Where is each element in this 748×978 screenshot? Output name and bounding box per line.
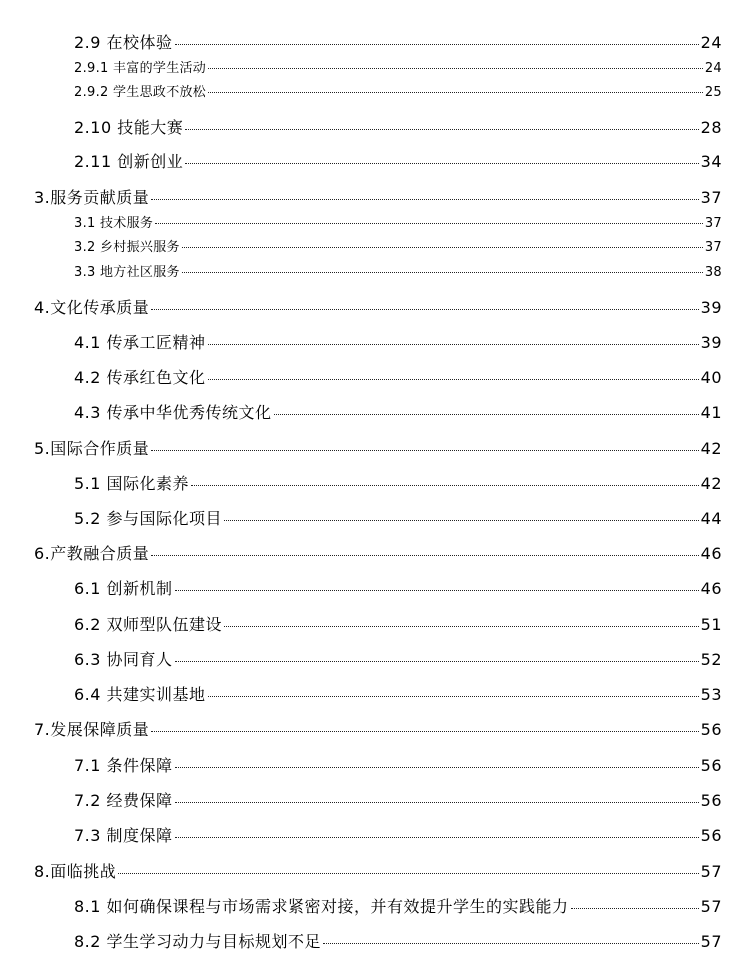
toc-entry[interactable]	[74, 753, 722, 776]
toc-entry[interactable]	[34, 541, 722, 564]
toc-entry[interactable]	[74, 365, 722, 388]
dot-leader	[208, 344, 699, 345]
toc-entry-title: 8.面临挑战	[34, 862, 117, 881]
toc-entry[interactable]	[74, 576, 722, 599]
toc-entry-title: 3.3 地方社区服务	[74, 265, 180, 280]
dot-leader	[151, 731, 698, 732]
toc-entry[interactable]	[74, 400, 722, 423]
toc-entry-page: 57	[700, 862, 722, 881]
toc-entry-title: 5.2 参与国际化项目	[74, 509, 223, 528]
toc-entry-page: 57	[700, 897, 722, 916]
toc-entry-page: 46	[700, 544, 722, 563]
toc-entry-page: 56	[700, 720, 722, 739]
toc-entry[interactable]	[74, 115, 722, 138]
toc-entry-page: 56	[700, 756, 722, 775]
dot-leader	[182, 247, 703, 248]
dot-leader	[151, 555, 698, 556]
toc-entry-title: 8.1 如何确保课程与市场需求紧密对接，并有效提升学生的实践能力	[74, 897, 569, 916]
toc-entry-title: 3.1 技术服务	[74, 216, 154, 231]
toc-entry-page: 39	[700, 298, 722, 317]
dot-leader	[175, 767, 699, 768]
toc-entry-title: 4.1 传承工匠精神	[74, 333, 206, 352]
dot-leader	[182, 272, 703, 273]
toc-entry[interactable]	[74, 894, 722, 917]
toc-entry-page: 39	[700, 333, 722, 352]
dot-leader	[118, 873, 698, 874]
toc-entry[interactable]	[74, 81, 722, 100]
dot-leader	[175, 837, 699, 838]
toc-entry-page: 37	[704, 216, 722, 231]
dot-leader	[224, 520, 699, 521]
dot-leader	[155, 223, 703, 224]
toc-entry[interactable]	[74, 236, 722, 255]
toc-entry-page: 28	[700, 118, 722, 137]
dot-leader	[224, 626, 699, 627]
toc-entry[interactable]	[74, 506, 722, 529]
dot-leader	[185, 163, 698, 164]
toc-entry-title: 6.3 协同育人	[74, 650, 173, 669]
toc-entry-page: 44	[700, 509, 722, 528]
toc-entry-page: 56	[700, 826, 722, 845]
toc-entry-title: 3.服务贡献质量	[34, 188, 150, 207]
toc-entry[interactable]	[74, 682, 722, 705]
toc-entry-title: 4.3 传承中华优秀传统文化	[74, 403, 272, 422]
toc-entry-page: 24	[700, 33, 722, 52]
toc-entry-title: 2.9.1 丰富的学生活动	[74, 61, 207, 76]
toc-entry-title: 2.11 创新创业	[74, 152, 184, 171]
toc-entry-title: 2.10 技能大赛	[74, 118, 184, 137]
toc-entry-title: 7.3 制度保障	[74, 826, 173, 845]
dot-leader	[191, 485, 699, 486]
dot-leader	[208, 379, 699, 380]
toc-entry-page: 46	[700, 579, 722, 598]
toc-entry-page: 25	[704, 85, 722, 100]
toc-entry-page: 56	[700, 791, 722, 810]
toc-entry-title: 3.2 乡村振兴服务	[74, 240, 180, 255]
toc-entry-title: 2.9.2 学生思政不放松	[74, 85, 207, 100]
toc-entry[interactable]	[34, 859, 722, 882]
dot-leader	[185, 129, 698, 130]
toc-entry-page: 37	[704, 240, 722, 255]
toc-entry-title: 4.2 传承红色文化	[74, 368, 206, 387]
toc-entry-page: 37	[700, 188, 722, 207]
toc-entry[interactable]	[74, 823, 722, 846]
dot-leader	[151, 450, 698, 451]
toc-entry[interactable]	[74, 330, 722, 353]
toc-entry[interactable]	[74, 149, 722, 172]
toc-entry-title: 7.1 条件保障	[74, 756, 173, 775]
dot-leader	[571, 908, 699, 909]
toc-entry-page: 40	[700, 368, 722, 387]
toc-entry[interactable]	[74, 471, 722, 494]
toc-entry-page: 42	[700, 474, 722, 493]
dot-leader	[151, 199, 698, 200]
toc-entry-page: 41	[700, 403, 722, 422]
toc-entry-page: 51	[700, 615, 722, 634]
toc-entry-page: 42	[700, 439, 722, 458]
toc-entry-page: 57	[700, 932, 722, 951]
toc-entry[interactable]	[34, 436, 722, 459]
toc-entry[interactable]	[34, 717, 722, 740]
toc-entry-title: 5.1 国际化素养	[74, 474, 190, 493]
dot-leader	[175, 44, 699, 45]
toc-entry-title: 7.发展保障质量	[34, 720, 150, 739]
dot-leader	[175, 590, 699, 591]
toc-entry[interactable]	[74, 929, 722, 952]
toc-entry[interactable]	[74, 30, 722, 53]
toc-entry[interactable]	[74, 612, 722, 635]
toc-entry-page: 24	[704, 61, 722, 76]
toc-entry-page: 38	[704, 265, 722, 280]
toc-entry-title: 4.文化传承质量	[34, 298, 150, 317]
toc-entry-page: 53	[700, 685, 722, 704]
toc-entry[interactable]	[74, 647, 722, 670]
dot-leader	[208, 696, 699, 697]
toc-entry-title: 7.2 经费保障	[74, 791, 173, 810]
toc-entry[interactable]	[74, 788, 722, 811]
toc-entry-title: 6.产教融合质量	[34, 544, 150, 563]
toc-entry[interactable]	[74, 212, 722, 231]
toc-entry-page: 52	[700, 650, 722, 669]
toc-entry-title: 6.2 双师型队伍建设	[74, 615, 223, 634]
toc-entry[interactable]	[74, 261, 722, 280]
toc-entry-title: 8.2 学生学习动力与目标规划不足	[74, 932, 322, 951]
dot-leader	[208, 68, 703, 69]
toc-entry-title: 2.9 在校体验	[74, 33, 173, 52]
dot-leader	[175, 661, 699, 662]
toc-entry-page: 34	[700, 152, 722, 171]
toc-entry[interactable]	[74, 57, 722, 76]
toc-entry-title: 5.国际合作质量	[34, 439, 150, 458]
dot-leader	[151, 309, 698, 310]
toc-entry[interactable]	[34, 185, 722, 208]
dot-leader	[175, 802, 699, 803]
dot-leader	[274, 414, 699, 415]
toc-entry[interactable]	[34, 295, 722, 318]
toc-entry-title: 6.4 共建实训基地	[74, 685, 206, 704]
toc-entry-title: 6.1 创新机制	[74, 579, 173, 598]
dot-leader	[208, 92, 703, 93]
dot-leader	[323, 943, 699, 944]
